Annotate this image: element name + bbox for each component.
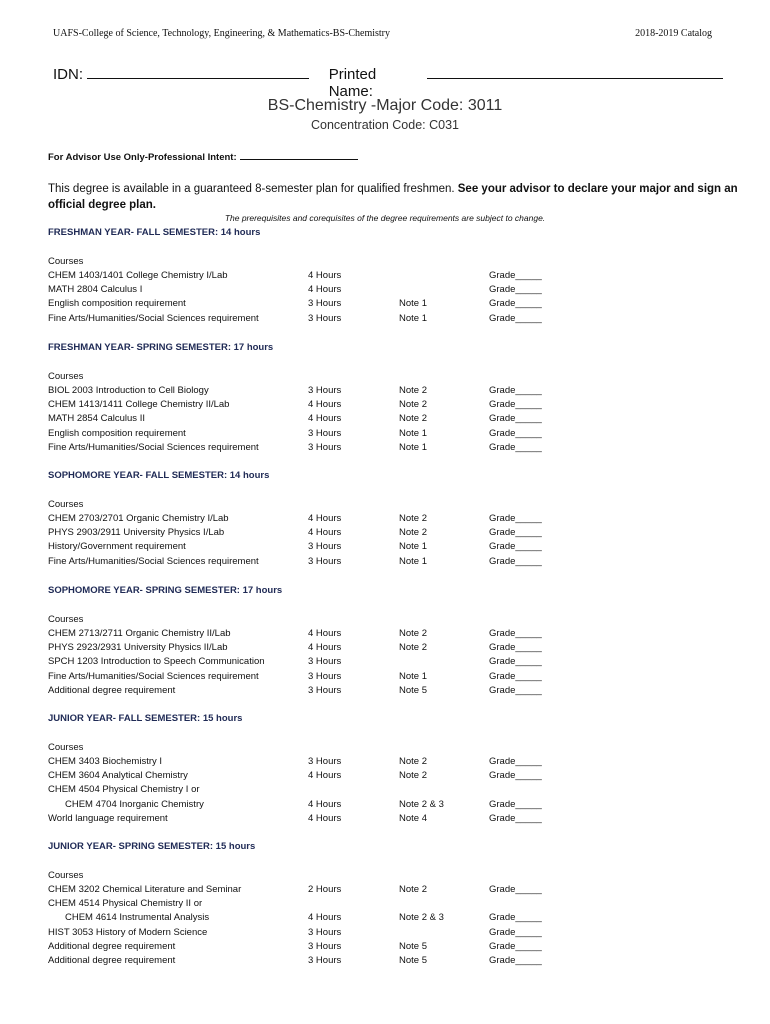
course-row: [48, 428, 568, 442]
grade-field[interactable]: Grade_____: [489, 270, 542, 281]
course-note: Note 2: [399, 385, 427, 396]
course-row: [48, 298, 568, 312]
course-hours: 3 Hours: [308, 756, 342, 767]
course-name: English composition requirement: [48, 298, 186, 310]
course-hours: 4 Hours: [308, 513, 342, 524]
course-hours: 4 Hours: [308, 912, 342, 924]
course-row: [48, 955, 568, 969]
course-row: [48, 527, 568, 541]
course-hours: 3 Hours: [308, 555, 342, 567]
course-name: History/Government requirement: [48, 541, 186, 553]
course-name: HIST 3053 History of Modern Science: [48, 926, 208, 938]
grade-field[interactable]: Grade_____: [489, 670, 542, 682]
id-line: [53, 64, 723, 100]
course-note: Note 2: [399, 756, 427, 767]
semester-heading: JUNIOR YEAR- SPRING SEMESTER: 15 hours: [48, 841, 256, 852]
course-name: CHEM 4504 Physical Chemistry I or: [48, 784, 200, 796]
grade-field[interactable]: Grade_____: [489, 541, 542, 553]
catalog-year: 2018-2019 Catalog: [635, 28, 712, 39]
course-hours: 4 Hours: [308, 527, 342, 539]
courses-label: Courses: [48, 614, 84, 625]
semester-heading: SOPHOMORE YEAR- SPRING SEMESTER: 17 hours: [48, 585, 283, 596]
grade-field[interactable]: Grade_____: [489, 298, 542, 310]
course-row: [48, 941, 568, 955]
program-header: UAFS-College of Science, Technology, Engineering, & Mathematics-BS-Chemistry: [53, 28, 391, 39]
grade-field[interactable]: Grade_____: [489, 385, 542, 396]
course-row: [48, 313, 568, 327]
intro-bold-text: See your advisor to declare your major and sign an official degree plan.: [48, 183, 738, 211]
course-note: Note 2: [399, 527, 427, 539]
page-title: BS-Chemistry -Major Code: 3011: [267, 97, 503, 114]
course-name: CHEM 4704 Inorganic Chemistry: [65, 798, 204, 810]
grade-field[interactable]: Grade_____: [489, 884, 542, 895]
course-hours: 4 Hours: [308, 812, 342, 824]
course-name: Fine Arts/Humanities/Social Sciences requirement: [48, 670, 259, 682]
grade-field[interactable]: Grade_____: [489, 770, 542, 782]
course-hours: 4 Hours: [308, 798, 342, 810]
course-hours: 4 Hours: [308, 270, 342, 281]
prerequisite-note: The prerequisites and corequisites of the degree requirements are subject to change.: [224, 213, 546, 223]
course-row: [48, 671, 568, 685]
course-hours: 3 Hours: [308, 656, 342, 668]
course-note: Note 2: [399, 770, 427, 782]
course-hours: 3 Hours: [308, 385, 342, 396]
course-hours: 4 Hours: [308, 770, 342, 782]
intro-text: This degree is available in a guaranteed 8-semester plan for qualified freshmen.: [48, 183, 458, 195]
course-hours: 3 Hours: [308, 684, 342, 696]
course-note: Note 2: [399, 628, 427, 639]
grade-field[interactable]: Grade_____: [489, 427, 542, 439]
grade-field[interactable]: Grade_____: [489, 555, 542, 567]
course-row: [48, 413, 568, 427]
course-name: Fine Arts/Humanities/Social Sciences requirement: [48, 312, 259, 324]
course-note: Note 5: [399, 955, 427, 966]
grade-field[interactable]: Grade_____: [489, 527, 542, 539]
course-note: Note 5: [399, 684, 427, 696]
course-note: Note 2: [399, 642, 427, 654]
courses-label: Courses: [48, 499, 84, 510]
grade-field[interactable]: Grade_____: [489, 756, 542, 767]
courses-label: Courses: [48, 870, 84, 881]
advisor-label: For Advisor Use Only-Professional Intent:: [48, 152, 237, 163]
course-row: [48, 513, 568, 527]
grade-field[interactable]: Grade_____: [489, 413, 542, 425]
course-row: [48, 284, 568, 298]
course-row: [48, 756, 568, 770]
course-name: Fine Arts/Humanities/Social Sciences requirement: [48, 441, 259, 453]
course-note: Note 5: [399, 940, 427, 952]
course-row: [48, 541, 568, 555]
course-name: CHEM 3604 Analytical Chemistry: [48, 770, 188, 782]
course-row: [48, 628, 568, 642]
grade-field[interactable]: Grade_____: [489, 642, 542, 654]
grade-field[interactable]: Grade_____: [489, 656, 542, 668]
course-row: [48, 770, 568, 784]
course-hours: 4 Hours: [308, 628, 342, 639]
course-hours: 4 Hours: [308, 413, 342, 425]
course-note: Note 2: [399, 399, 427, 411]
course-name: CHEM 4614 Instrumental Analysis: [65, 912, 210, 924]
course-note: Note 2: [399, 513, 427, 524]
grade-field[interactable]: Grade_____: [489, 798, 542, 810]
printed-name-field[interactable]: [427, 64, 723, 79]
advisor-line: [48, 152, 358, 163]
grade-field[interactable]: Grade_____: [489, 513, 542, 524]
course-hours: 3 Hours: [308, 670, 342, 682]
course-hours: 4 Hours: [308, 642, 342, 654]
grade-field[interactable]: Grade_____: [489, 812, 542, 824]
course-name: CHEM 2703/2701 Organic Chemistry I/Lab: [48, 513, 229, 524]
printed-name-label: Printed Name:: [328, 66, 377, 100]
grade-field[interactable]: Grade_____: [489, 912, 542, 924]
grade-field[interactable]: Grade_____: [489, 628, 542, 639]
course-hours: 3 Hours: [308, 541, 342, 553]
course-note: Note 2: [399, 884, 427, 895]
course-hours: 3 Hours: [308, 940, 342, 952]
course-row: [48, 385, 568, 399]
course-row: [48, 898, 568, 912]
course-note: Note 1: [399, 670, 427, 682]
course-note: Note 2 & 3: [399, 798, 444, 810]
course-name: Additional degree requirement: [48, 955, 176, 966]
course-name: CHEM 3202 Chemical Literature and Seminar: [48, 884, 242, 895]
course-hours: 3 Hours: [308, 926, 342, 938]
course-hours: 4 Hours: [308, 284, 342, 296]
course-hours: 2 Hours: [308, 884, 342, 895]
course-name: Additional degree requirement: [48, 940, 176, 952]
course-row: [48, 813, 568, 827]
course-name: CHEM 1403/1401 College Chemistry I/Lab: [48, 270, 228, 281]
course-row: [48, 884, 568, 898]
course-row: [48, 784, 568, 798]
intro-paragraph: [48, 181, 738, 213]
grade-field[interactable]: Grade_____: [489, 284, 542, 296]
course-note: Note 1: [399, 441, 427, 453]
course-note: Note 2 & 3: [399, 912, 444, 924]
course-name: CHEM 2713/2711 Organic Chemistry II/Lab: [48, 628, 231, 639]
course-row: [48, 556, 568, 570]
course-name: MATH 2804 Calculus I: [48, 284, 143, 296]
course-name: SPCH 1203 Introduction to Speech Communication: [48, 656, 265, 668]
course-hours: 3 Hours: [308, 298, 342, 310]
course-row: [48, 912, 568, 926]
course-row: [48, 799, 568, 813]
course-name: PHYS 2923/2931 University Physics II/Lab: [48, 642, 228, 654]
course-row: [48, 399, 568, 413]
course-note: Note 1: [399, 555, 427, 567]
concentration-code: Concentration Code: C031: [310, 118, 459, 132]
courses-label: Courses: [48, 371, 84, 382]
professional-intent-field[interactable]: [240, 159, 358, 160]
course-hours: 3 Hours: [308, 955, 342, 966]
grade-field[interactable]: Grade_____: [489, 926, 542, 938]
course-row: [48, 685, 568, 699]
course-hours: 3 Hours: [308, 312, 342, 324]
course-name: Additional degree requirement: [48, 684, 176, 696]
grade-field[interactable]: Grade_____: [489, 441, 542, 453]
course-name: CHEM 1413/1411 College Chemistry II/Lab: [48, 399, 230, 411]
grade-field[interactable]: Grade_____: [489, 955, 542, 966]
grade-field[interactable]: Grade_____: [489, 684, 542, 696]
course-name: MATH 2854 Calculus II: [48, 413, 145, 425]
course-row: [48, 442, 568, 456]
course-note: Note 1: [399, 427, 427, 439]
semester-heading: FRESHMAN YEAR- SPRING SEMESTER: 17 hours: [48, 342, 274, 353]
idn-label: IDN:: [53, 66, 83, 83]
course-hours: 3 Hours: [308, 441, 342, 453]
course-note: Note 2: [399, 413, 427, 425]
course-row: [48, 270, 568, 284]
course-name: PHYS 2903/2911 University Physics I/Lab: [48, 527, 225, 539]
course-name: CHEM 3403 Biochemistry I: [48, 756, 163, 767]
course-note: Note 1: [399, 541, 427, 553]
course-hours: 3 Hours: [308, 427, 342, 439]
semester-heading: FRESHMAN YEAR- FALL SEMESTER: 14 hours: [48, 227, 261, 238]
course-row: [48, 642, 568, 656]
semester-heading: SOPHOMORE YEAR- FALL SEMESTER: 14 hours: [48, 470, 270, 481]
courses-label: Courses: [48, 742, 84, 753]
course-note: Note 1: [399, 312, 427, 324]
grade-field[interactable]: Grade_____: [489, 940, 542, 952]
grade-field[interactable]: Grade_____: [489, 399, 542, 411]
course-note: Note 4: [399, 812, 427, 824]
course-row: [48, 927, 568, 941]
idn-field[interactable]: [87, 64, 309, 79]
semester-heading: JUNIOR YEAR- FALL SEMESTER: 15 hours: [48, 713, 243, 724]
course-row: [48, 656, 568, 670]
course-note: Note 1: [399, 298, 427, 310]
course-name: CHEM 4514 Physical Chemistry II or: [48, 898, 203, 910]
course-name: World language requirement: [48, 812, 168, 824]
course-name: Fine Arts/Humanities/Social Sciences requirement: [48, 555, 259, 567]
course-name: English composition requirement: [48, 427, 186, 439]
courses-label: Courses: [48, 256, 84, 267]
course-name: BIOL 2003 Introduction to Cell Biology: [48, 385, 209, 396]
grade-field[interactable]: Grade_____: [489, 312, 542, 324]
course-hours: 4 Hours: [308, 399, 342, 411]
